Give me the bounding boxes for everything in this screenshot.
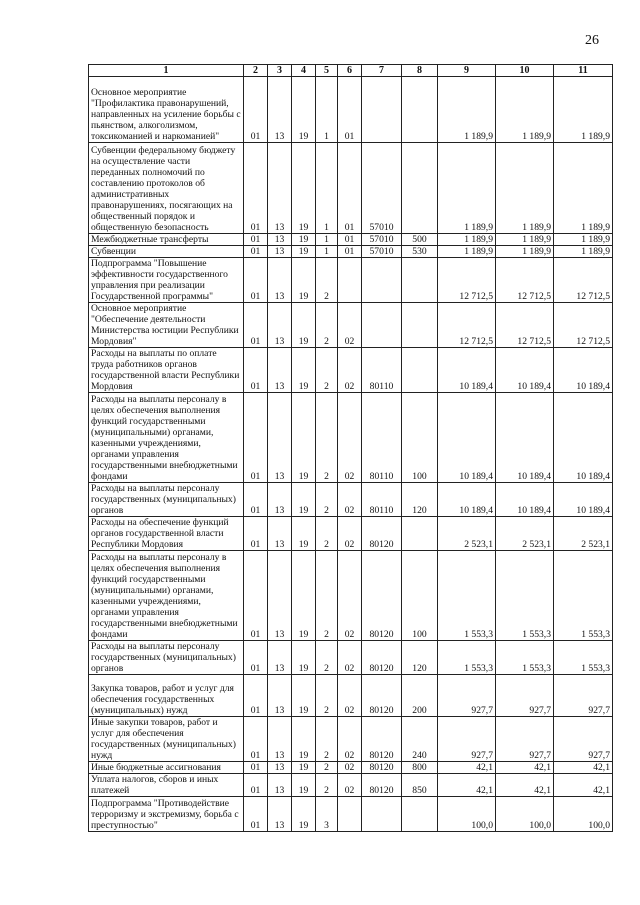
amount-cell: 12 712,5: [554, 303, 613, 348]
code-cell: 2: [316, 303, 338, 348]
amount-cell: 42,1: [554, 774, 613, 797]
code-cell: 80110: [362, 348, 402, 393]
amount-cell: 10 189,4: [496, 348, 554, 393]
code-cell: [402, 797, 438, 832]
code-cell: 13: [268, 551, 292, 641]
code-cell: [402, 77, 438, 143]
table-row: [89, 303, 613, 348]
code-cell: 19: [292, 258, 316, 303]
table-row: [89, 551, 613, 641]
code-cell: [338, 797, 362, 832]
row-name-cell: Расходы на выплаты персоналу в целях обеспечения выполнения функций государственными (муниципальными) органами, казенными учреждениями, органами управления государственными внебюджетными фондами: [89, 551, 244, 641]
row-name-cell: Подпрограмма "Противодействие терроризму и экстремизму, борьба с преступностью": [89, 797, 244, 832]
amount-cell: 927,7: [554, 717, 613, 762]
code-cell: 80120: [362, 551, 402, 641]
column-header: 7: [362, 65, 402, 77]
table-row: [89, 234, 613, 246]
table-row: [89, 797, 613, 832]
code-cell: 01: [338, 77, 362, 143]
code-cell: 2: [316, 675, 338, 717]
code-cell: 01: [244, 348, 268, 393]
amount-cell: 1 189,9: [496, 77, 554, 143]
amount-cell: 927,7: [438, 675, 496, 717]
code-cell: [402, 258, 438, 303]
amount-cell: 1 553,3: [554, 551, 613, 641]
amount-cell: 10 189,4: [496, 393, 554, 483]
code-cell: 13: [268, 77, 292, 143]
code-cell: 80120: [362, 774, 402, 797]
amount-cell: 12 712,5: [496, 303, 554, 348]
amount-cell: 10 189,4: [554, 393, 613, 483]
code-cell: 1: [316, 234, 338, 246]
code-cell: 2: [316, 641, 338, 675]
code-cell: 13: [268, 348, 292, 393]
code-cell: 01: [244, 246, 268, 258]
column-header: 8: [402, 65, 438, 77]
code-cell: 02: [338, 675, 362, 717]
code-cell: 2: [316, 393, 338, 483]
code-cell: 800: [402, 762, 438, 774]
code-cell: 01: [244, 774, 268, 797]
code-cell: 2: [316, 258, 338, 303]
table-row: [89, 675, 613, 717]
code-cell: 19: [292, 143, 316, 234]
code-cell: 02: [338, 551, 362, 641]
table-row: [89, 517, 613, 551]
code-cell: 57010: [362, 234, 402, 246]
code-cell: 2: [316, 717, 338, 762]
code-cell: 80120: [362, 517, 402, 551]
code-cell: 2: [316, 551, 338, 641]
table-row: [89, 762, 613, 774]
code-cell: 19: [292, 641, 316, 675]
amount-cell: 2 523,1: [496, 517, 554, 551]
amount-cell: 1 189,9: [438, 234, 496, 246]
code-cell: 19: [292, 717, 316, 762]
amount-cell: 927,7: [496, 717, 554, 762]
code-cell: 80120: [362, 641, 402, 675]
amount-cell: 10 189,4: [554, 483, 613, 517]
row-name-cell: Расходы на выплаты по оплате труда работников органов государственной власти Республики Мордовия: [89, 348, 244, 393]
code-cell: 2: [316, 517, 338, 551]
table-row: [89, 258, 613, 303]
code-cell: 13: [268, 774, 292, 797]
code-cell: 02: [338, 762, 362, 774]
row-name-cell: Иные закупки товаров, работ и услуг для обеспечения государственных (муниципальных) нужд: [89, 717, 244, 762]
amount-cell: 10 189,4: [438, 393, 496, 483]
amount-cell: 1 189,9: [438, 143, 496, 234]
code-cell: 01: [244, 717, 268, 762]
code-cell: [402, 517, 438, 551]
code-cell: 100: [402, 393, 438, 483]
amount-cell: 100,0: [496, 797, 554, 832]
amount-cell: 1 553,3: [496, 641, 554, 675]
code-cell: 19: [292, 675, 316, 717]
code-cell: [362, 797, 402, 832]
page-number: 26: [585, 33, 599, 48]
code-cell: 13: [268, 258, 292, 303]
amount-cell: 1 553,3: [496, 551, 554, 641]
amount-cell: 1 189,9: [496, 246, 554, 258]
amount-cell: 2 523,1: [554, 517, 613, 551]
column-header: 1: [89, 65, 244, 77]
amount-cell: 42,1: [438, 774, 496, 797]
code-cell: 13: [268, 303, 292, 348]
row-name-cell: Уплата налогов, сборов и иных платежей: [89, 774, 244, 797]
code-cell: 19: [292, 393, 316, 483]
amount-cell: 1 189,9: [554, 143, 613, 234]
amount-cell: 42,1: [554, 762, 613, 774]
table-row: [89, 717, 613, 762]
column-header: 2: [244, 65, 268, 77]
column-header: 5: [316, 65, 338, 77]
code-cell: 57010: [362, 143, 402, 234]
code-cell: 200: [402, 675, 438, 717]
code-cell: 13: [268, 143, 292, 234]
code-cell: 2: [316, 762, 338, 774]
amount-cell: 100,0: [438, 797, 496, 832]
table-row: [89, 348, 613, 393]
code-cell: 13: [268, 393, 292, 483]
row-name-cell: Иные бюджетные ассигнования: [89, 762, 244, 774]
code-cell: 19: [292, 517, 316, 551]
code-cell: 01: [338, 234, 362, 246]
code-cell: [362, 77, 402, 143]
code-cell: 19: [292, 348, 316, 393]
amount-cell: 100,0: [554, 797, 613, 832]
code-cell: 19: [292, 551, 316, 641]
code-cell: 01: [244, 517, 268, 551]
code-cell: 01: [244, 143, 268, 234]
amount-cell: 1 189,9: [496, 234, 554, 246]
code-cell: 120: [402, 641, 438, 675]
table-row: [89, 774, 613, 797]
table-row: [89, 483, 613, 517]
code-cell: 80120: [362, 675, 402, 717]
table-row: [89, 77, 613, 143]
amount-cell: 2 523,1: [438, 517, 496, 551]
code-cell: 01: [244, 77, 268, 143]
amount-cell: 1 553,3: [554, 641, 613, 675]
code-cell: 530: [402, 246, 438, 258]
code-cell: 01: [244, 641, 268, 675]
amount-cell: 1 553,3: [438, 641, 496, 675]
code-cell: 01: [244, 675, 268, 717]
column-header: 10: [496, 65, 554, 77]
code-cell: [402, 348, 438, 393]
amount-cell: 927,7: [438, 717, 496, 762]
row-name-cell: Субвенции федеральному бюджету на осуществление части переданных полномочий по составлению протоколов об административных правонарушениях, посягающих на общественный порядок и общественную безопасность: [89, 143, 244, 234]
column-header: 4: [292, 65, 316, 77]
row-name-cell: Основное мероприятие "Обеспечение деятельности Министерства юстиции Республики Мордовия": [89, 303, 244, 348]
row-name-cell: Основное мероприятие "Профилактика правонарушений, направленных на усиление борьбы с пьянством, алкоголизмом, токсикоманией и наркоманией": [89, 77, 244, 143]
code-cell: 19: [292, 246, 316, 258]
code-cell: 13: [268, 483, 292, 517]
code-cell: 02: [338, 641, 362, 675]
code-cell: 120: [402, 483, 438, 517]
code-cell: 80120: [362, 717, 402, 762]
code-cell: 19: [292, 762, 316, 774]
amount-cell: 10 189,4: [496, 483, 554, 517]
code-cell: 01: [244, 393, 268, 483]
amount-cell: 42,1: [438, 762, 496, 774]
amount-cell: 12 712,5: [496, 258, 554, 303]
amount-cell: 42,1: [496, 774, 554, 797]
code-cell: 02: [338, 393, 362, 483]
code-cell: [338, 258, 362, 303]
code-cell: 13: [268, 797, 292, 832]
code-cell: 19: [292, 303, 316, 348]
code-cell: 80110: [362, 393, 402, 483]
code-cell: 13: [268, 717, 292, 762]
code-cell: 13: [268, 762, 292, 774]
code-cell: 01: [338, 143, 362, 234]
code-cell: 80120: [362, 762, 402, 774]
amount-cell: 10 189,4: [438, 348, 496, 393]
amount-cell: 1 189,9: [554, 246, 613, 258]
table-row: [89, 143, 613, 234]
code-cell: 02: [338, 303, 362, 348]
amount-cell: 10 189,4: [554, 348, 613, 393]
row-name-cell: Межбюджетные трансферты: [89, 234, 244, 246]
code-cell: [362, 303, 402, 348]
code-cell: 01: [244, 258, 268, 303]
column-header: 9: [438, 65, 496, 77]
amount-cell: 1 189,9: [554, 234, 613, 246]
code-cell: 1: [316, 246, 338, 258]
code-cell: 01: [244, 551, 268, 641]
code-cell: 2: [316, 483, 338, 517]
code-cell: 13: [268, 641, 292, 675]
amount-cell: 1 553,3: [438, 551, 496, 641]
code-cell: 02: [338, 483, 362, 517]
code-cell: 2: [316, 774, 338, 797]
amount-cell: 927,7: [554, 675, 613, 717]
code-cell: 80110: [362, 483, 402, 517]
table-header-row: [89, 65, 613, 77]
code-cell: 02: [338, 348, 362, 393]
code-cell: 13: [268, 246, 292, 258]
column-header: 3: [268, 65, 292, 77]
code-cell: 13: [268, 517, 292, 551]
row-name-cell: Расходы на выплаты персоналу государственных (муниципальных) органов: [89, 483, 244, 517]
code-cell: 19: [292, 234, 316, 246]
code-cell: 19: [292, 77, 316, 143]
code-cell: 1: [316, 143, 338, 234]
table-row: [89, 246, 613, 258]
code-cell: 500: [402, 234, 438, 246]
code-cell: 01: [244, 762, 268, 774]
amount-cell: 1 189,9: [554, 77, 613, 143]
column-header: 11: [554, 65, 613, 77]
row-name-cell: Расходы на обеспечение функций органов государственной власти Республики Мордовия: [89, 517, 244, 551]
amount-cell: 927,7: [496, 675, 554, 717]
code-cell: 240: [402, 717, 438, 762]
code-cell: 13: [268, 234, 292, 246]
code-cell: 1: [316, 77, 338, 143]
table-row: [89, 393, 613, 483]
code-cell: 13: [268, 675, 292, 717]
code-cell: 57010: [362, 246, 402, 258]
code-cell: 02: [338, 717, 362, 762]
amount-cell: 1 189,9: [438, 77, 496, 143]
code-cell: 01: [338, 246, 362, 258]
code-cell: 02: [338, 517, 362, 551]
row-name-cell: Расходы на выплаты персоналу в целях обеспечения выполнения функций государственными (муниципальными) органами, казенными учреждениями, органами управления государственными внебюджетными фондами: [89, 393, 244, 483]
amount-cell: 1 189,9: [496, 143, 554, 234]
code-cell: 850: [402, 774, 438, 797]
code-cell: [402, 303, 438, 348]
amount-cell: 1 189,9: [438, 246, 496, 258]
row-name-cell: Субвенции: [89, 246, 244, 258]
amount-cell: 12 712,5: [554, 258, 613, 303]
code-cell: 19: [292, 774, 316, 797]
code-cell: [362, 258, 402, 303]
row-name-cell: Подпрограмма "Повышение эффективности государственного управления при реализации Государственной программы": [89, 258, 244, 303]
code-cell: 02: [338, 774, 362, 797]
row-name-cell: Расходы на выплаты персоналу государственных (муниципальных) органов: [89, 641, 244, 675]
table-row: [89, 641, 613, 675]
budget-table: [88, 64, 613, 832]
code-cell: 01: [244, 483, 268, 517]
amount-cell: 10 189,4: [438, 483, 496, 517]
code-cell: 3: [316, 797, 338, 832]
code-cell: 01: [244, 303, 268, 348]
code-cell: 2: [316, 348, 338, 393]
amount-cell: 12 712,5: [438, 258, 496, 303]
code-cell: 100: [402, 551, 438, 641]
code-cell: 19: [292, 483, 316, 517]
amount-cell: 42,1: [496, 762, 554, 774]
row-name-cell: Закупка товаров, работ и услуг для обеспечения государственных (муниципальных) нужд: [89, 675, 244, 717]
code-cell: [402, 143, 438, 234]
amount-cell: 12 712,5: [438, 303, 496, 348]
code-cell: 01: [244, 797, 268, 832]
code-cell: 01: [244, 234, 268, 246]
code-cell: 19: [292, 797, 316, 832]
column-header: 6: [338, 65, 362, 77]
